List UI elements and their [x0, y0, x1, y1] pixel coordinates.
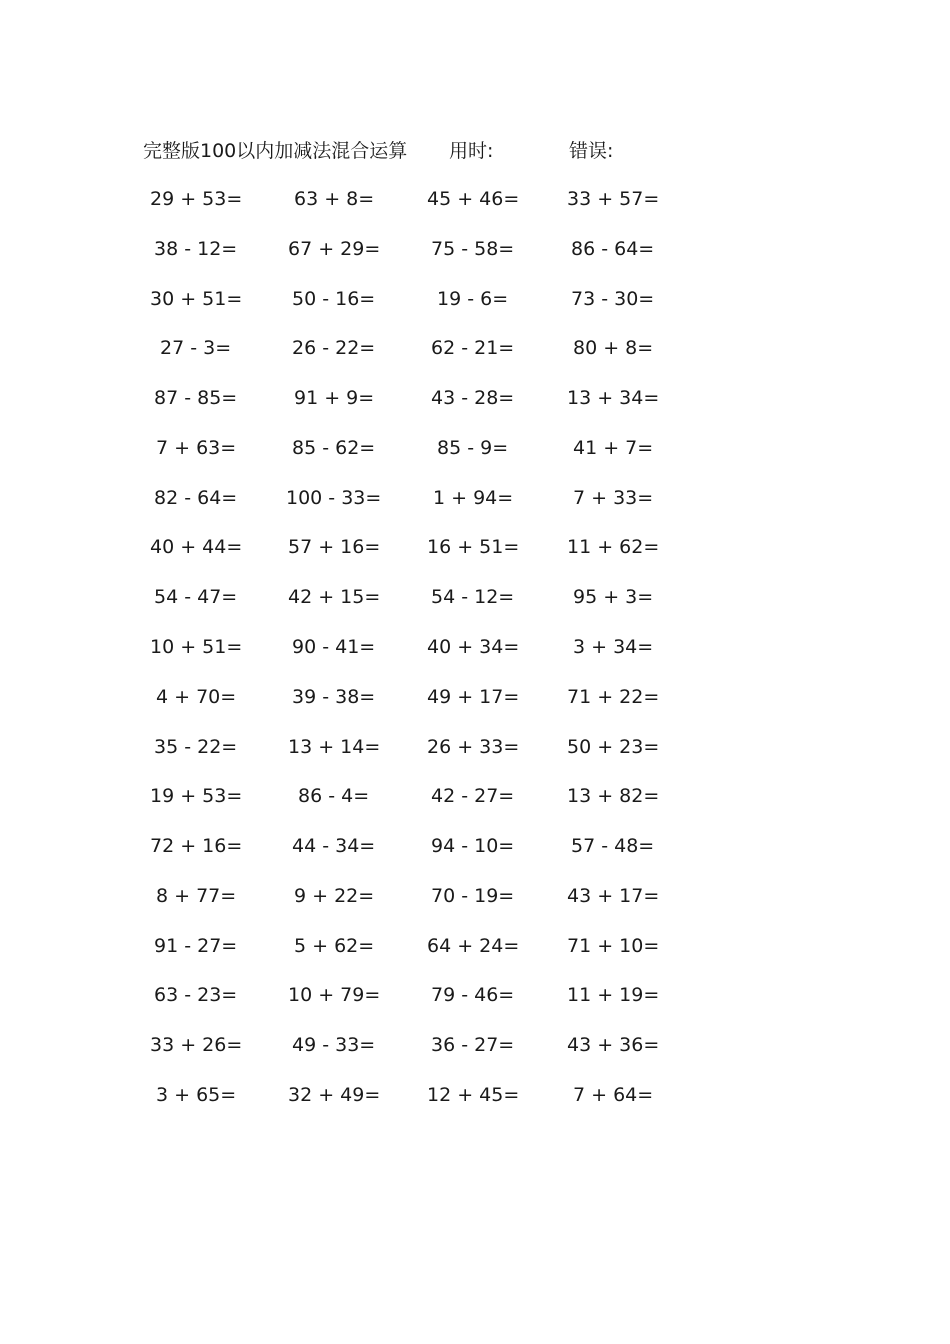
- problem-r3-c1: 30 + 51=: [150, 288, 243, 310]
- problem-r17-c4: 11 + 19=: [567, 984, 660, 1006]
- problem-r11-c3: 49 + 17=: [427, 686, 520, 708]
- problem-r1-c3: 45 + 46=: [427, 188, 520, 210]
- problem-r11-c4: 71 + 22=: [567, 686, 660, 708]
- problem-r4-c1: 27 - 3=: [160, 337, 232, 359]
- problem-r6-c1: 7 + 63=: [156, 437, 237, 459]
- worksheet-title: 完整版100以内加减法混合运算: [143, 140, 408, 162]
- problem-r3-c2: 50 - 16=: [292, 288, 376, 310]
- problem-r16-c3: 64 + 24=: [427, 935, 520, 957]
- problem-r14-c3: 94 - 10=: [431, 835, 515, 857]
- errors-label: 错误:: [569, 140, 614, 162]
- problem-r10-c1: 10 + 51=: [150, 636, 243, 658]
- problem-r12-c4: 50 + 23=: [567, 736, 660, 758]
- problem-r1-c4: 33 + 57=: [567, 188, 660, 210]
- problem-r17-c1: 63 - 23=: [154, 984, 238, 1006]
- problem-r7-c3: 1 + 94=: [433, 487, 514, 509]
- problem-r9-c4: 95 + 3=: [573, 586, 654, 608]
- problem-r19-c1: 3 + 65=: [156, 1084, 237, 1106]
- problem-r15-c4: 43 + 17=: [567, 885, 660, 907]
- problem-r8-c2: 57 + 16=: [288, 536, 381, 558]
- problem-r15-c2: 9 + 22=: [294, 885, 375, 907]
- problem-r3-c3: 19 - 6=: [437, 288, 509, 310]
- problem-r9-c3: 54 - 12=: [431, 586, 515, 608]
- problem-r13-c4: 13 + 82=: [567, 785, 660, 807]
- problem-r15-c3: 70 - 19=: [431, 885, 515, 907]
- problem-r15-c1: 8 + 77=: [156, 885, 237, 907]
- problem-r19-c2: 32 + 49=: [288, 1084, 381, 1106]
- problem-r10-c3: 40 + 34=: [427, 636, 520, 658]
- problem-r5-c1: 87 - 85=: [154, 387, 238, 409]
- problem-r7-c2: 100 - 33=: [286, 487, 382, 509]
- problem-r11-c2: 39 - 38=: [292, 686, 376, 708]
- problem-r12-c3: 26 + 33=: [427, 736, 520, 758]
- problem-r18-c2: 49 - 33=: [292, 1034, 376, 1056]
- problem-r2-c3: 75 - 58=: [431, 238, 515, 260]
- problem-r13-c3: 42 - 27=: [431, 785, 515, 807]
- problem-r6-c3: 85 - 9=: [437, 437, 509, 459]
- problem-r10-c4: 3 + 34=: [573, 636, 654, 658]
- problem-r17-c2: 10 + 79=: [288, 984, 381, 1006]
- problem-r8-c3: 16 + 51=: [427, 536, 520, 558]
- problem-r9-c2: 42 + 15=: [288, 586, 381, 608]
- problem-r19-c4: 7 + 64=: [573, 1084, 654, 1106]
- problem-r8-c1: 40 + 44=: [150, 536, 243, 558]
- problem-r3-c4: 73 - 30=: [571, 288, 655, 310]
- problem-r12-c1: 35 - 22=: [154, 736, 238, 758]
- problem-r10-c2: 90 - 41=: [292, 636, 376, 658]
- problem-r4-c4: 80 + 8=: [573, 337, 654, 359]
- problem-r19-c3: 12 + 45=: [427, 1084, 520, 1106]
- problem-r16-c2: 5 + 62=: [294, 935, 375, 957]
- problem-r12-c2: 13 + 14=: [288, 736, 381, 758]
- problem-r18-c1: 33 + 26=: [150, 1034, 243, 1056]
- problem-r9-c1: 54 - 47=: [154, 586, 238, 608]
- problem-r5-c3: 43 - 28=: [431, 387, 515, 409]
- problem-r1-c1: 29 + 53=: [150, 188, 243, 210]
- problem-r2-c4: 86 - 64=: [571, 238, 655, 260]
- problem-r2-c1: 38 - 12=: [154, 238, 238, 260]
- problem-r7-c1: 82 - 64=: [154, 487, 238, 509]
- problem-r4-c2: 26 - 22=: [292, 337, 376, 359]
- problem-r13-c2: 86 - 4=: [298, 785, 370, 807]
- problem-r13-c1: 19 + 53=: [150, 785, 243, 807]
- problem-r18-c3: 36 - 27=: [431, 1034, 515, 1056]
- problem-r18-c4: 43 + 36=: [567, 1034, 660, 1056]
- problem-r16-c1: 91 - 27=: [154, 935, 238, 957]
- problem-r7-c4: 7 + 33=: [573, 487, 654, 509]
- problem-r5-c2: 91 + 9=: [294, 387, 375, 409]
- problem-r8-c4: 11 + 62=: [567, 536, 660, 558]
- problem-r11-c1: 4 + 70=: [156, 686, 237, 708]
- problem-r1-c2: 63 + 8=: [294, 188, 375, 210]
- problem-r6-c4: 41 + 7=: [573, 437, 654, 459]
- problem-r5-c4: 13 + 34=: [567, 387, 660, 409]
- problem-r14-c4: 57 - 48=: [571, 835, 655, 857]
- problem-r16-c4: 71 + 10=: [567, 935, 660, 957]
- problem-r14-c1: 72 + 16=: [150, 835, 243, 857]
- problem-r4-c3: 62 - 21=: [431, 337, 515, 359]
- problem-r17-c3: 79 - 46=: [431, 984, 515, 1006]
- problem-r14-c2: 44 - 34=: [292, 835, 376, 857]
- problem-r2-c2: 67 + 29=: [288, 238, 381, 260]
- time-label: 用时:: [449, 140, 494, 162]
- problem-r6-c2: 85 - 62=: [292, 437, 376, 459]
